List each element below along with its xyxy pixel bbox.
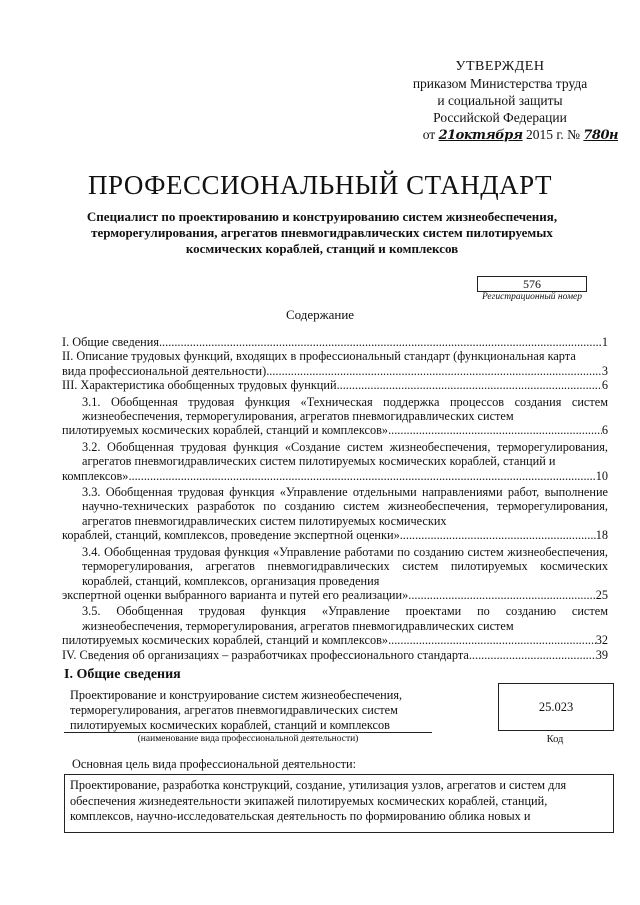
activity-code-caption: Код (546, 734, 564, 745)
toc-entry-text: II. Описание трудовых функций, входящих в профессиональный стандарт (функциональная карта (62, 349, 576, 364)
toc-entry-text: 3.3. Обобщенная трудовая функция «Управление отдельными направлениями работ, выполнение научно-технических разработок по созданию систем жизнеобеспечения, терморегулирования, агрегатов пневмогидравлических систем пилотируемых космических (82, 485, 608, 528)
toc-entry-section-3[interactable] (62, 378, 608, 392)
approval-date-line (380, 126, 620, 144)
activity-code-box: 25.023 (498, 683, 614, 731)
approval-line-2: и социальной защиты (437, 93, 563, 108)
toc-page-number: 1 (601, 335, 608, 349)
toc-entry-text: 3.1. Обобщенная трудовая функция «Техническая поддержка процессов создания систем жизнеобеспечения, терморегулирования, агрегатов пневмогидравлических систем (82, 394, 608, 424)
date-prefix: от (422, 127, 436, 142)
approval-line-1: приказом Министерства труда (412, 76, 588, 91)
toc-entry-section-4[interactable] (62, 648, 608, 662)
approval-block (380, 58, 620, 144)
handwritten-number: 780н (583, 128, 618, 143)
toc-entry-text: IV. Сведения об организациях – разработчиках профессионального стандарта (62, 647, 469, 662)
approval-line-3: Российской Федерации (433, 110, 567, 125)
toc-page-number: 6 (601, 378, 608, 393)
toc-page-number: 10 (595, 468, 608, 483)
toc-entry-text-end: пилотируемых космических кораблей, станций и комплексов» (62, 633, 389, 648)
toc-page-number: 6 (601, 423, 608, 438)
toc-entry-3-4[interactable] (62, 545, 608, 603)
toc-page-number: 32 (595, 633, 608, 648)
toc-entry-text: 3.5. Обобщенная трудовая функция «Управление проектами по созданию систем жизнеобеспечения, терморегулирования, агрегатов пневмогидравлических систем (82, 604, 608, 633)
toc-page-number: 3 (601, 363, 608, 378)
activity-kind-underline (64, 732, 432, 733)
toc-entry-section-2[interactable] (62, 349, 608, 378)
toc-entry-text-end: пилотируемых космических кораблей, станций и комплексов» (62, 423, 389, 438)
toc-page-number: 25 (595, 587, 608, 602)
purpose-label: Основная цель вида профессиональной деятельности: (72, 757, 357, 771)
toc-entry-text: III. Характеристика обобщенных трудовых функций (62, 378, 337, 393)
document-title: ПРОФЕССИОНАЛЬНЫЙ СТАНДАРТ (87, 170, 553, 200)
toc-page-number: 39 (595, 647, 608, 662)
toc-entry-3-5[interactable] (62, 604, 608, 647)
toc-entry-text-end: комплексов» (62, 468, 129, 483)
standard-subtitle: Специалист по проектированию и конструированию систем жизнеобеспечения, терморегулирования, агрегатов пневмогидравлических систем пилотируемых космических кораблей, станций и комплексов (86, 209, 558, 256)
table-of-contents (62, 335, 608, 662)
toc-entry-text: 3.4. Обобщенная трудовая функция «Управление работами по созданию систем жизнеобеспечения, терморегулирования, агрегатов пневмогидравлических систем пилотируемых космических кораблей, станций, комплексов, организация проведения (82, 544, 608, 588)
registration-number-box: 576 (477, 276, 587, 292)
activity-kind-caption: (наименование вида профессиональной деятельности) (137, 734, 359, 744)
toc-page-number: 18 (595, 528, 608, 543)
toc-entry-text-end: вида профессиональной деятельности) (62, 363, 267, 378)
section-1-heading: I. Общие сведения (64, 667, 181, 682)
handwritten-date: 21октября (438, 128, 523, 143)
toc-entry-section-1[interactable] (62, 335, 608, 349)
toc-entry-3-1[interactable] (62, 395, 608, 438)
toc-entry-3-2[interactable] (62, 440, 608, 483)
toc-entry-text-end: экспертной оценки выбранного варианта и путей его реализации» (62, 587, 409, 602)
toc-entry-text-end: кораблей, станций, комплексов, проведение экспертной оценки» (62, 528, 400, 543)
purpose-text: Проектирование, разработка конструкций, создание, утилизация узлов, агрегатов и систем для обеспечения жизнедеятельности экипажей пилотируемых космических кораблей, станций, комплексов, научно-исследовательская деятельность по формированию облика новых и (70, 778, 567, 823)
contents-heading: Содержание (285, 307, 355, 322)
toc-entry-text: 3.2. Обобщенная трудовая функция «Создание систем жизнеобеспечения, терморегулирования, агрегатов пневмогидравлических систем пилотируемых космических кораблей, станций и (82, 439, 608, 469)
registration-label: Регистрационный номер (481, 292, 583, 302)
toc-entry-3-3[interactable] (62, 485, 608, 543)
approval-heading: УТВЕРЖДЕН (455, 59, 545, 74)
order-year: 2015 г. № (525, 127, 580, 142)
toc-entry-text: I. Общие сведения (62, 335, 159, 349)
activity-kind-name: Проектирование и конструирование систем жизнеобеспечения, терморегулирования, агрегатов пневмогидравлических систем пилотируемых космических кораблей, станций и комплексов (70, 688, 403, 732)
